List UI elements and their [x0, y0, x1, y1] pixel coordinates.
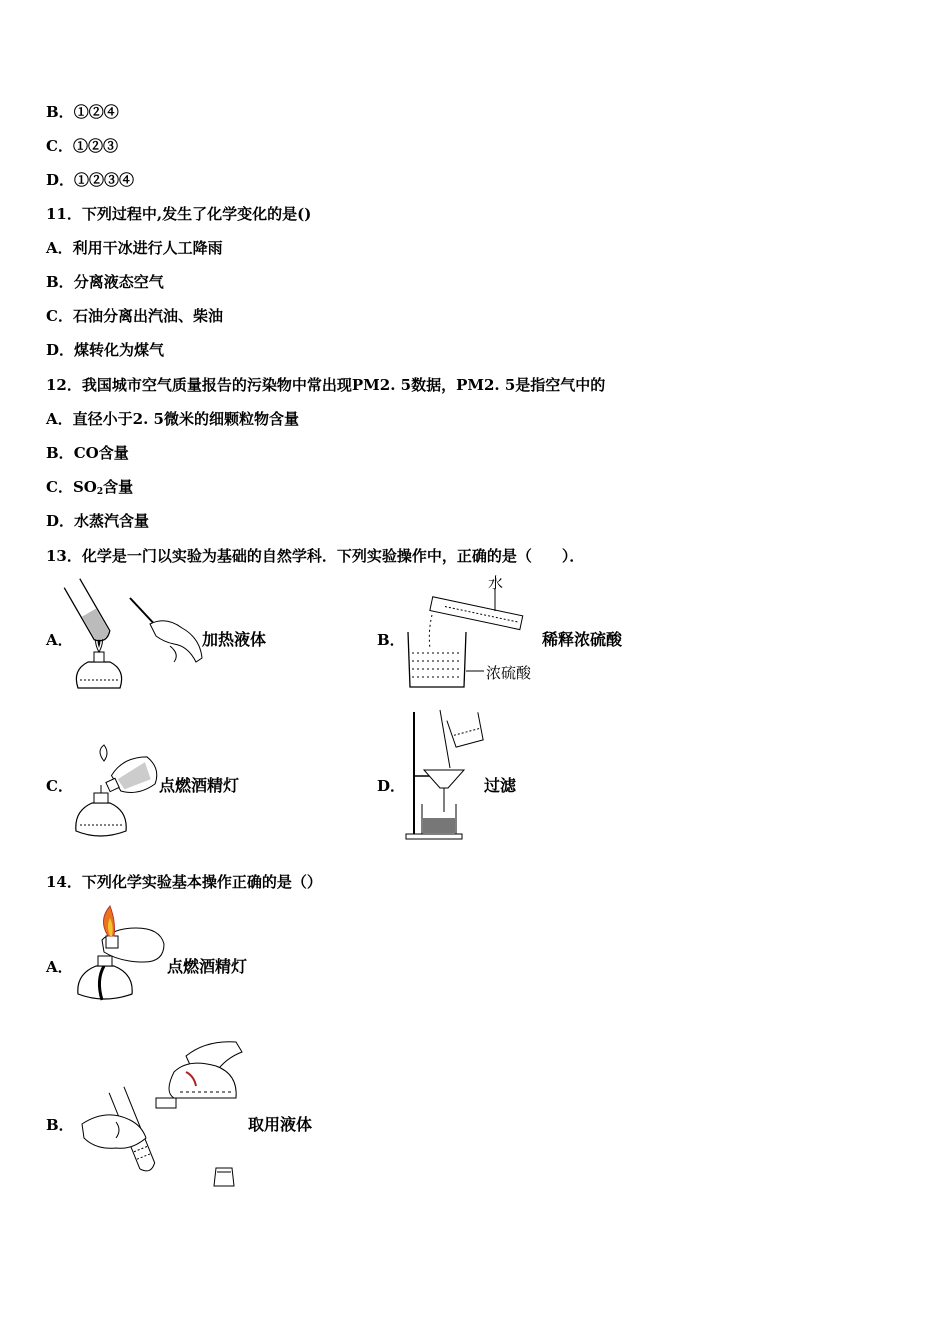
option-text: 利用干冰进行人工降雨 — [72, 239, 223, 257]
option-letter: B． — [46, 273, 74, 291]
option-text: CO含量 — [73, 444, 129, 462]
acid-label: 浓硫酸 — [486, 664, 532, 682]
option-text: 煤转化为煤气 — [74, 341, 165, 359]
option-line — [46, 340, 164, 360]
option-line — [46, 272, 164, 292]
option-caption: 取用液体 — [248, 1115, 313, 1134]
option-letter: A． — [46, 410, 73, 428]
option-line — [46, 170, 134, 190]
option-caption: 稀释浓硫酸 — [542, 630, 623, 649]
option-line — [46, 409, 299, 429]
option-text: ①②③④ — [74, 171, 135, 189]
question-stem-13: 13．化学是一门以实验为基础的自然学科．下列实验操作中，正确的是（ ）． — [46, 547, 585, 565]
option-letter: B． — [377, 631, 405, 649]
option-letter: B． — [46, 1116, 74, 1134]
option-letter: C． — [46, 777, 73, 795]
option-letter: C． — [46, 307, 73, 325]
dilute-acid-illustration — [400, 575, 560, 695]
option-letter: D． — [46, 341, 75, 359]
question-stem-14: 14．下列化学实验基本操作正确的是（） — [46, 873, 322, 891]
option-letter: D． — [46, 171, 75, 189]
option-line — [46, 511, 149, 531]
option-text: 石油分离出汽油、柴油 — [72, 307, 223, 325]
option-letter: A． — [46, 958, 73, 976]
option-letter: D． — [377, 777, 406, 795]
option-line — [46, 238, 223, 258]
option-text: 含量 — [103, 478, 134, 496]
option-caption: 过滤 — [484, 776, 517, 795]
option-letter: C． — [46, 137, 73, 155]
question-stem-11: 11．下列过程中,发生了化学变化的是() — [46, 205, 312, 223]
pouring-liquid-illustration — [76, 1038, 246, 1190]
option-line — [46, 136, 118, 156]
option-text: 水蒸汽含量 — [74, 512, 150, 530]
subscript: 2 — [96, 487, 104, 497]
option-letter: A． — [46, 239, 73, 257]
lighting-lamp-illustration — [70, 745, 170, 845]
heating-liquid-illustration — [70, 580, 210, 695]
option-line — [46, 477, 133, 502]
option-caption: 加热液体 — [202, 630, 267, 649]
option-text: SO — [72, 478, 97, 496]
option-letter: A． — [46, 631, 73, 649]
option-text: ①②④ — [73, 103, 119, 121]
option-text: ①②③ — [72, 137, 118, 155]
option-text: 分离液态空气 — [73, 273, 164, 291]
option-caption: 点燃酒精灯 — [167, 957, 248, 976]
option-caption: 点燃酒精灯 — [159, 776, 240, 795]
option-line — [46, 443, 129, 463]
question-stem-12: 12．我国城市空气质量报告的污染物中常出现PM2. 5数据，PM2. 5是指空气中的 — [46, 376, 606, 394]
option-line — [46, 102, 119, 122]
lighting-lamp-illustration — [74, 904, 174, 1009]
option-letter: B． — [46, 444, 74, 462]
option-letter: C． — [46, 478, 73, 496]
option-letter: D． — [46, 512, 75, 530]
option-text: 直径小于2. 5微米的细颗粒物含量 — [72, 410, 299, 428]
water-label: 水 — [488, 574, 504, 592]
option-letter: B． — [46, 103, 74, 121]
option-line — [46, 306, 223, 326]
